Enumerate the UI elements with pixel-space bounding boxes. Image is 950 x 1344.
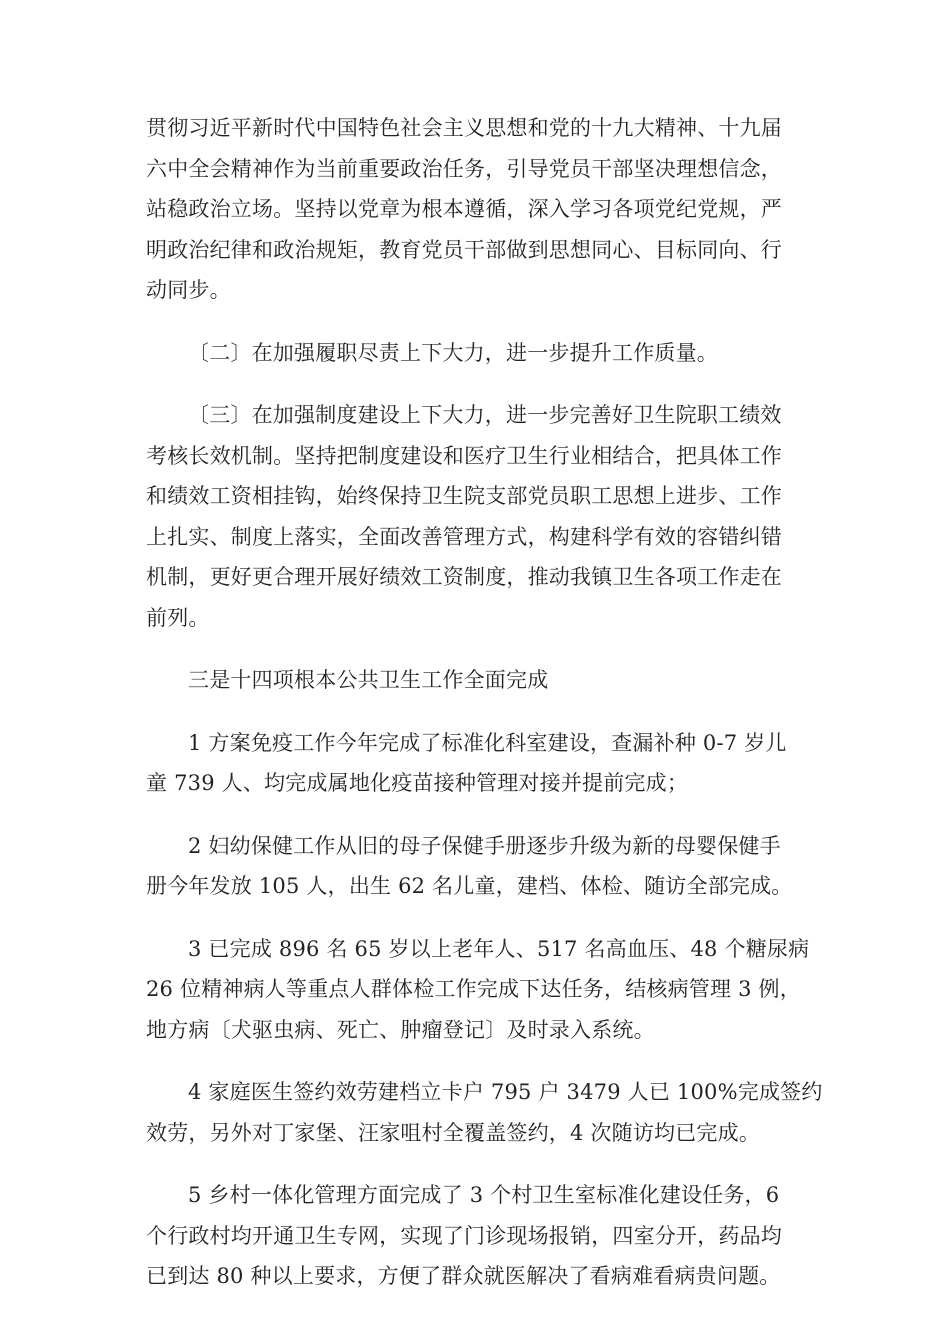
paragraph-item-1-immunization <box>146 723 806 804</box>
text-line: 2 妇幼保健工作从旧的母子保健手册逐步升级为新的母婴保健手 <box>188 833 781 858</box>
text-line: 上扎实、制度上落实，全面改善管理方式，构建科学有效的容错纠错 <box>146 524 782 549</box>
document-body <box>146 108 823 1319</box>
text-line: 5 乡村一体化管理方面完成了 3 个村卫生室标准化建设任务，6 <box>188 1183 780 1207</box>
paragraph-party-study <box>146 108 806 311</box>
text-line: 和绩效工资相挂钩，始终保持卫生院支部党员职工思想上进步、工作 <box>146 484 782 508</box>
text-line: 3 已完成 896 名 65 岁以上老年人、517 名高血压、48 个糖尿病 <box>188 936 810 961</box>
text-line: 效劳，另外对丁家堡、汪家咀村全覆盖签约，4 次随访均已完成。 <box>146 1120 761 1145</box>
text-line: 已到达 80 种以上要求，方便了群众就医解决了看病难看病贵问题。 <box>146 1264 781 1288</box>
text-line: 前列。 <box>146 605 210 630</box>
text-line: 童 739 人、均完成属地化疫苗接种管理对接并提前完成； <box>146 771 689 795</box>
text-line: 4 家庭医生签约效劳建档立卡户 795 户 3479 人已 100%完成签约 <box>188 1080 823 1104</box>
paragraph-item-2-maternal-health <box>146 826 806 907</box>
paragraph-item-4-family-doctor <box>146 1072 823 1153</box>
text-line: 明政治纪律和政治规矩，教育党员干部做到思想同心、目标同向、行 <box>146 237 782 262</box>
text-line: 贯彻习近平新时代中国特色社会主义思想和党的十九大精神、十九届 <box>146 116 782 140</box>
text-line: 26 位精神病人等重点人群体检工作完成下达任务，结核病管理 3 例， <box>146 977 801 1001</box>
text-line: 1 方案免疫工作今年完成了标准化科室建设，查漏补种 0-7 岁儿 <box>188 730 787 755</box>
text-line: 册今年发放 105 人，出生 62 名儿童，建档、体检、随访全部完成。 <box>146 874 793 898</box>
text-line: 考核长效机制。坚持把制度建设和医疗卫生行业相结合，把具体工作 <box>146 443 782 468</box>
text-line: 〔三〕在加强制度建设上下大力，进一步完善好卫生院职工绩效 <box>188 403 782 427</box>
paragraph-item-3-key-groups <box>146 929 810 1051</box>
paragraph-section-three <box>146 395 806 638</box>
text-line: 地方病〔犬驱虫病、死亡、肿瘤登记〕及时录入系统。 <box>146 1017 655 1042</box>
paragraph-section-two <box>146 333 806 374</box>
text-line: 三是十四项根本公共卫生工作全面完成 <box>188 668 549 692</box>
text-line: 〔二〕在加强履职尽责上下大力，进一步提升工作质量。 <box>188 340 718 365</box>
text-line: 动同步。 <box>146 278 231 302</box>
text-line: 站稳政治立场。坚持以党章为根本遵循，深入学习各项党纪党规，严 <box>146 197 782 221</box>
text-line: 个行政村均开通卫生专网，实现了门诊现场报销，四室分开，药品均 <box>146 1223 782 1248</box>
paragraph-item-5-rural-integration <box>146 1175 806 1297</box>
text-line: 六中全会精神作为当前重要政治任务，引导党员干部坚决理想信念， <box>146 156 782 181</box>
text-line: 机制，更好更合理开展好绩效工资制度，推动我镇卫生各项工作走在 <box>146 565 782 589</box>
heading-public-health <box>146 660 806 701</box>
